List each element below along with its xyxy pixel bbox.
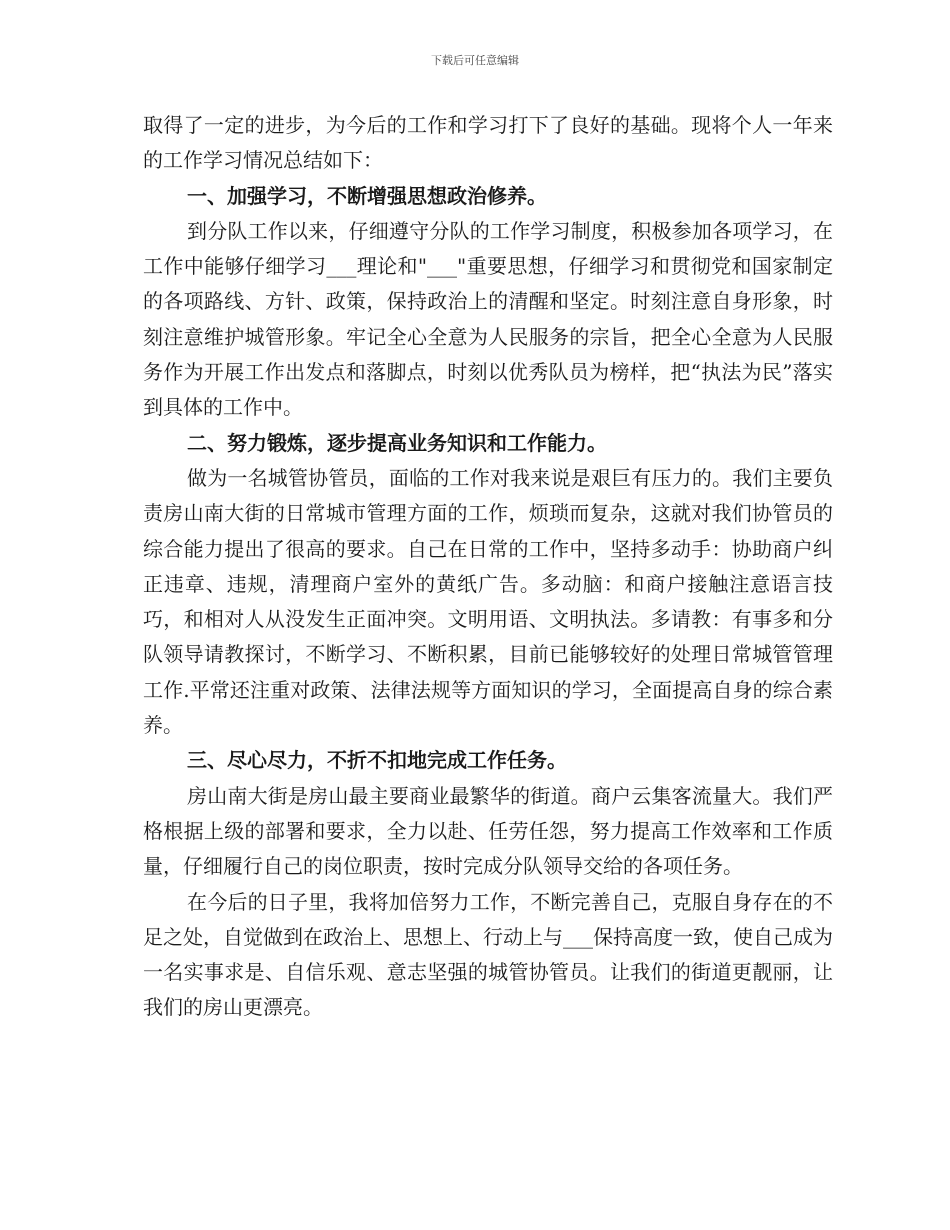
page-header: 下载后可任意编辑 bbox=[431, 54, 519, 67]
section-body-1: 到分队工作以来，仔细遵守分队的工作学习制度，积极参加各项学习，在工作中能够仔细学习___理论和"___"重要思想，仔细学习和贯彻党和国家制定的各项路线、方针、政策，保持政治上的清醒和坚定。时刻注意自身形象，时刻注意维护城管形象。牢记全心全意为人民服务的宗旨，把全心全意为人民服务作为开展工作出发点和落脚点，时刻以优秀队员为榜样，把“执法为民”落实到具体的工作中。 bbox=[143, 218, 833, 420]
section-heading-2: 二、努力锻炼，逐步提高业务知识和工作能力。 bbox=[187, 430, 607, 455]
section-heading-1: 一、加强学习，不断增强思想政治修养。 bbox=[187, 183, 547, 208]
section-body-3: 房山南大街是房山最主要商业最繁华的街道。商户云集客流量大。我们严格根据上级的部署和要求，全力以赴、任劳任怨，努力提高工作效率和工作质量，仔细履行自己的岗位职责，按时完成分队领导交给的各项任务。 bbox=[143, 783, 833, 879]
intro-paragraph: 取得了一定的进步，为今后的工作和学习打下了良好的基础。现将个人一年来的工作学习情况总结如下： bbox=[143, 113, 833, 173]
section-body-2: 做为一名城管协管员，面临的工作对我来说是艰巨有压力的。我们主要负责房山南大街的日常城市管理方面的工作，烦琐而复杂，这就对我们协管员的综合能力提出了很高的要求。自己在日常的工作中，坚持多动手：协助商户纠正违章、违规，清理商户室外的黄纸广告。多动脑：和商户接触注意语言技巧，和相对人从没发生正面冲突。文明用语、文明执法。多请教：有事多和分队领导请教探讨，不断学习、不断积累，目前已能够较好的处理日常城管管理工作.平常还注重对政策、法律法规等方面知识的学习，全面提高自身的综合素养。 bbox=[143, 465, 833, 738]
document-body bbox=[143, 108, 833, 1026]
closing-paragraph: 在今后的日子里，我将加倍努力工作，不断完善自己，克服自身存在的不足之处，自觉做到在政治上、思想上、行动上与___保持高度一致，使自己成为一名实事求是、自信乐观、意志坚强的城管协管员。让我们的街道更靓丽，让我们的房山更漂亮。 bbox=[143, 889, 833, 1020]
section-heading-3: 三、尽心尽力，不折不扣地完成工作任务。 bbox=[187, 748, 567, 773]
